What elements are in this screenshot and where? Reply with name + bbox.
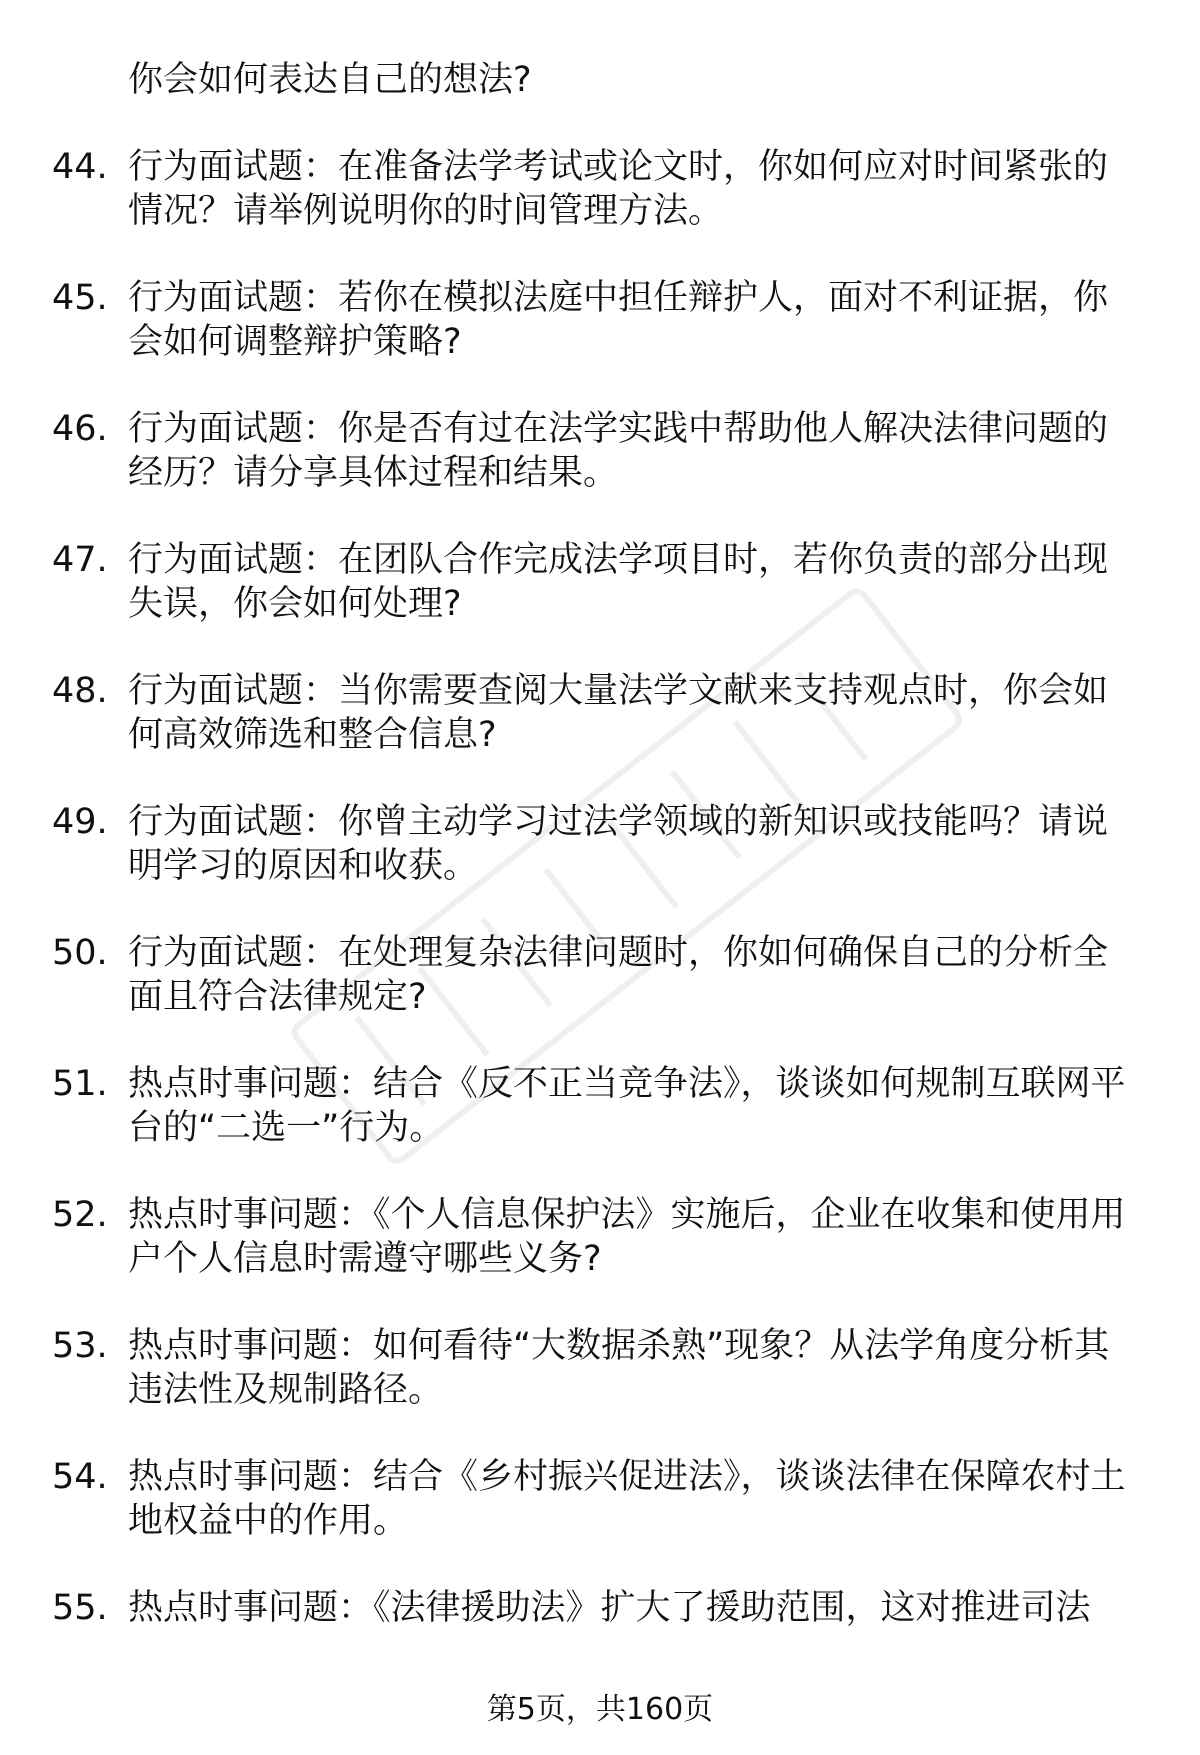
question-number: 46.: [52, 409, 108, 449]
question-list: [52, 58, 1152, 1673]
question-number: 48.: [52, 671, 108, 711]
question-text: 热点时事问题：《个人信息保护法》实施后，企业在收集和使用用户个人信息时需遵守哪些义务?: [128, 1195, 1126, 1279]
page-footer: 第5页，共160页: [486, 1692, 714, 1727]
continued-question-text: 你会如何表达自己的想法?: [128, 60, 532, 100]
question-text: 热点时事问题：结合《反不正当竞争法》，谈谈如何规制互联网平台的“二选一”行为。: [128, 1064, 1126, 1148]
question-text: 热点时事问题：《法律援助法》扩大了援助范围，这对推进司法: [128, 1588, 1091, 1628]
question-text: 行为面试题：在处理复杂法律问题时，你如何确保自己的分析全面且符合法律规定?: [128, 933, 1109, 1017]
question-text: 行为面试题：你是否有过在法学实践中帮助他人解决法律问题的经历？请分享具体过程和结果。: [128, 409, 1109, 493]
question-number: 50.: [52, 933, 108, 973]
question-item: [52, 1062, 1152, 1150]
question-text: 行为面试题：在团队合作完成法学项目时，若你负责的部分出现失误，你会如何处理?: [128, 540, 1109, 624]
question-number: 52.: [52, 1195, 108, 1235]
question-text: 行为面试题：当你需要查阅大量法学文献来支持观点时，你会如何高效筛选和整合信息?: [128, 671, 1109, 755]
question-text: 热点时事问题：结合《乡村振兴促进法》，谈谈法律在保障农村土地权益中的作用。: [128, 1457, 1126, 1541]
question-text: 热点时事问题：如何看待“大数据杀熟”现象？从法学角度分析其违法性及规制路径。: [128, 1326, 1110, 1410]
question-item: [52, 538, 1152, 626]
question-number: 44.: [52, 147, 108, 187]
question-item: [52, 1324, 1152, 1412]
question-item: [52, 800, 1152, 888]
question-item: [52, 931, 1152, 1019]
question-text: 行为面试题：若你在模拟法庭中担任辩护人，面对不利证据，你会如何调整辩护策略?: [128, 278, 1109, 362]
question-item: [52, 276, 1152, 364]
question-item: [52, 407, 1152, 495]
question-item: [52, 669, 1152, 757]
question-text: 行为面试题：你曾主动学习过法学领域的新知识或技能吗？请说明学习的原因和收获。: [128, 802, 1109, 886]
question-number: 51.: [52, 1064, 108, 1104]
question-number: 54.: [52, 1457, 108, 1497]
question-number: 55.: [52, 1588, 108, 1628]
question-number: 53.: [52, 1326, 108, 1366]
question-item: [52, 1586, 1152, 1630]
question-number: 47.: [52, 540, 108, 580]
question-text: 行为面试题：在准备法学考试或论文时，你如何应对时间紧张的情况？请举例说明你的时间管理方法。: [128, 147, 1109, 231]
question-item: [52, 1193, 1152, 1281]
question-number: 49.: [52, 802, 108, 842]
question-item: [52, 1455, 1152, 1543]
question-item: [52, 145, 1152, 233]
question-number: 45.: [52, 278, 108, 318]
